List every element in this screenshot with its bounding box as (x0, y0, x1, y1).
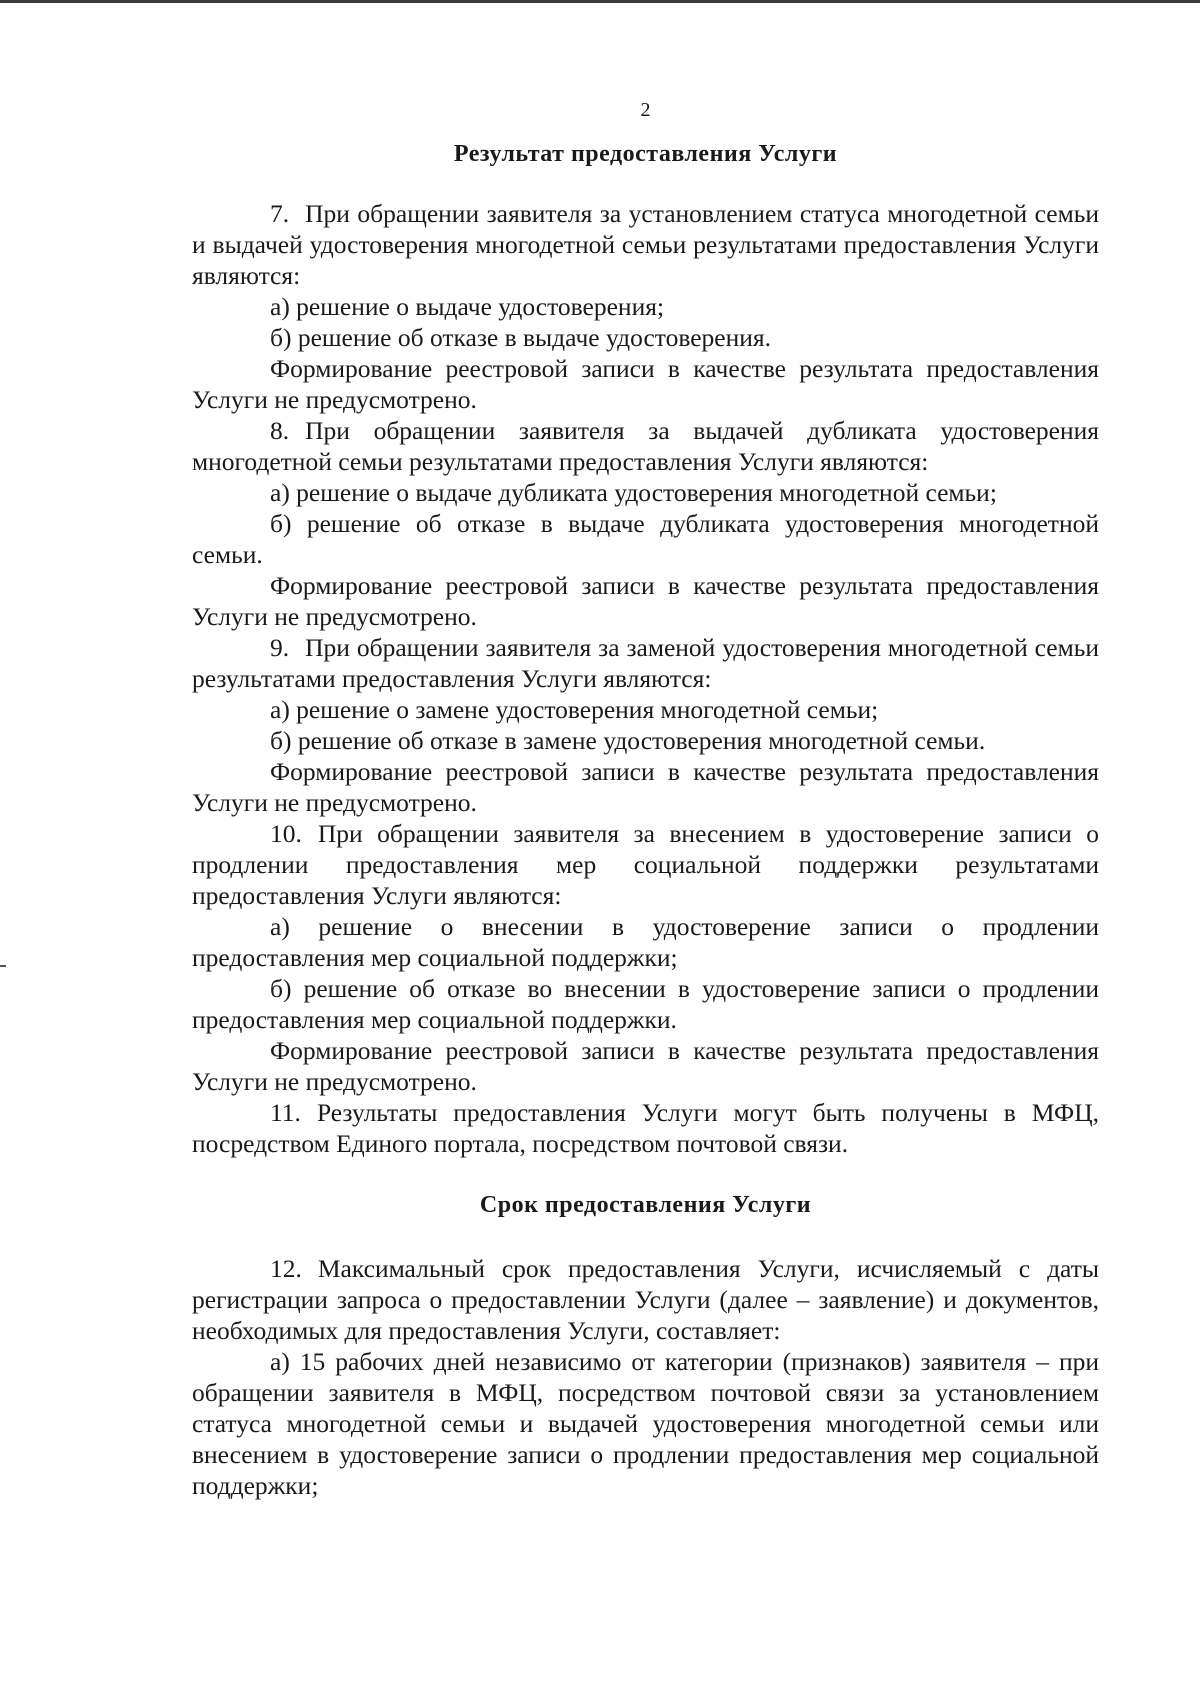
paragraph-12 (192, 1253, 1099, 1346)
scan-margin-mark (0, 965, 6, 967)
paragraph-9a: а) решение о замене удостоверения многодетной семьи; (270, 695, 879, 724)
paragraph-text: При обращении заявителя за выдачей дубликата удостоверения многодетной семьи результатами предоставления Услуги являются: (192, 416, 1099, 476)
page-number: 2 (640, 99, 651, 121)
clause-number: 9. (270, 633, 290, 662)
section-heading-result: Результат предоставления Услуги (453, 141, 838, 167)
clause-number: 10. (270, 819, 302, 848)
section-body-term (192, 1253, 1099, 1501)
clause-number: 12. (270, 1254, 302, 1283)
paragraph-7b: б) решение об отказе в выдаче удостоверения. (270, 323, 772, 352)
paragraph-11 (192, 1097, 1099, 1159)
paragraph-10-note: Формирование реестровой записи в качестве результата предоставления Услуги не предусмотрено. (192, 1036, 1099, 1096)
scan-top-edge (0, 0, 1200, 3)
paragraph-text: При обращении заявителя за заменой удостоверения многодетной семьи результатами предоставления Услуги являются: (192, 633, 1099, 693)
document-page (192, 96, 1099, 1501)
paragraph-7a: а) решение о выдаче удостоверения; (270, 292, 665, 321)
paragraph-text: Результаты предоставления Услуги могут быть получены в МФЦ, посредством Единого портала, посредством почтовой связи. (192, 1098, 1099, 1158)
paragraph-9b: б) решение об отказе в замене удостоверения многодетной семьи. (270, 726, 986, 755)
paragraph-7-note: Формирование реестровой записи в качестве результата предоставления Услуги не предусмотрено. (192, 354, 1099, 414)
paragraph-9-note: Формирование реестровой записи в качестве результата предоставления Услуги не предусмотрено. (192, 757, 1099, 817)
section-body-result (192, 198, 1099, 1159)
paragraph-12a: а) 15 рабочих дней независимо от категории (признаков) заявителя – при обращении заявителя в МФЦ, посредством почтовой связи за установлением статуса многодетной семьи и выдачей удостоверения многодетной семьи или внесением в удостоверение записи о продлении предоставления мер социальной поддержки; (192, 1347, 1099, 1500)
paragraph-7 (192, 198, 1099, 291)
clause-number: 7. (270, 199, 290, 228)
paragraph-text: При обращении заявителя за внесением в удостоверение записи о продлении предоставления мер социальной поддержки результатами предоставления Услуги являются: (192, 819, 1099, 910)
paragraph-text: При обращении заявителя за установлением статуса многодетной семьи и выдачей удостоверения многодетной семьи результатами предоставления Услуги являются: (192, 199, 1099, 290)
paragraph-8a: а) решение о выдаче дубликата удостоверения многодетной семьи; (270, 478, 997, 507)
paragraph-9 (192, 632, 1099, 694)
paragraph-10a: а) решение о внесении в удостоверение записи о продлении предоставления мер социальной поддержки; (192, 912, 1099, 972)
clause-number: 8. (270, 416, 290, 445)
paragraph-10b: б) решение об отказе во внесении в удостоверение записи о продлении предоставления мер социальной поддержки. (192, 974, 1099, 1034)
clause-number: 11. (270, 1098, 301, 1127)
section-heading-term: Срок предоставления Услуги (479, 1192, 812, 1218)
paragraph-10 (192, 818, 1099, 911)
paragraph-8 (192, 415, 1099, 477)
paragraph-text: Максимальный срок предоставления Услуги, исчисляемый с даты регистрации запроса о предоставлении Услуги (далее – заявление) и документов, необходимых для предоставления Услуги, составляет: (192, 1254, 1099, 1345)
paragraph-8b: б) решение об отказе в выдаче дубликата удостоверения многодетной семьи. (192, 509, 1099, 569)
paragraph-8-note: Формирование реестровой записи в качестве результата предоставления Услуги не предусмотрено. (192, 571, 1099, 631)
